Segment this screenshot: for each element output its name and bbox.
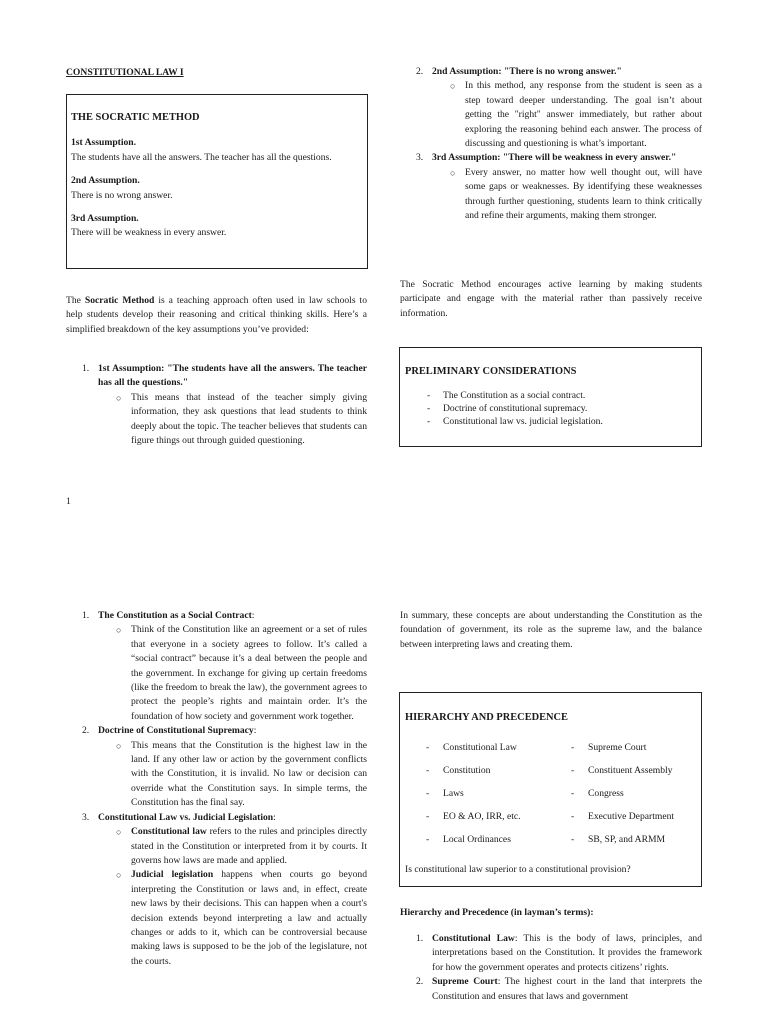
list-item-title: 2nd Assumption: "There is no wrong answer." xyxy=(432,66,622,77)
list-sub-bullet xyxy=(400,166,702,224)
list-item: - Doctrine of constitutional supremacy. xyxy=(427,403,588,415)
list-item-term: Supreme Court xyxy=(432,976,498,988)
summary-paragraph: In summary, these concepts are about understanding the Constitution as the foundation of government, its role as the supreme law, and the balance between interpreting laws and creating them. xyxy=(400,610,702,650)
prelim-item-text: Constitutional law vs. judicial legislation. xyxy=(443,416,603,427)
sub-bullet-text: Think of the Constitution like an agreement or a set of rules that everyone in a society agrees to follow. It’s called a “social contract” because it’s a deal between the people and the government. In exchange for giving up certain freedoms (like the freedom to break the law), the government agrees to protect the people’s rights and maintain order. It’s the foundation of how society and government work together. xyxy=(131,624,367,722)
assumption-text: The students have all the answers. The teacher has all the questions. xyxy=(71,151,332,163)
socratic-box-title: THE SOCRATIC METHOD xyxy=(71,112,200,123)
sub-bullet-text: This means that the Constitution is the highest law in the land. If any other law or action by the government conflicts with the Constitution, it is invalid. No law or decision can override what the Constitution says. In simple terms, the Constitution has the final say. xyxy=(131,739,367,809)
list-sub-bullet xyxy=(66,391,367,449)
circle-bullet-icon: ○ xyxy=(450,167,456,178)
sub-bullet-text: Every answer, no matter how well thought out, will have some gaps or weaknesses. By identifying these weaknesses through further questioning, students learn to think critically and refine their arguments, making them stronger. xyxy=(465,166,702,222)
list-sub-bullet xyxy=(400,79,702,151)
prelim-item-text: The Constitution as a social contract. xyxy=(443,390,586,402)
title-colon: : xyxy=(251,610,255,621)
list-item xyxy=(66,609,367,623)
list-item-title: Constitutional Law vs. Judicial Legislation xyxy=(98,811,274,823)
intro-text-end: is a teaching approach often used in law schools to help students develop their reasoning and critical thinking skills. Here’s a simplified breakdown of the key assumptions you’ve provided: xyxy=(66,295,367,335)
socratic-conclusion: The Socratic Method encourages active learning by making students participate and engage with the material rather than passively receive information. xyxy=(400,279,702,319)
concepts-list xyxy=(66,609,367,969)
layman-heading: Hierarchy and Precedence (in layman’s terms): xyxy=(400,907,594,918)
circle-bullet-icon: ○ xyxy=(450,81,456,92)
list-item xyxy=(400,65,702,79)
list-sub-bullet xyxy=(66,825,367,868)
prelim-box-title: PRELIMINARY CONSIDERATIONS xyxy=(405,366,577,377)
title-colon: : xyxy=(273,811,276,823)
page-number: 1 xyxy=(66,496,71,507)
list-item-title: Doctrine of Constitutional Supremacy xyxy=(98,725,254,737)
list-item-title: 3rd Assumption: "There will be weakness in every answer." xyxy=(432,152,677,164)
title-colon: : xyxy=(253,725,257,737)
assumption-3-block xyxy=(71,212,363,241)
circle-bullet-icon: ○ xyxy=(116,625,122,636)
list-number: 3. xyxy=(82,811,90,823)
prelim-item-text: Doctrine of constitutional supremacy. xyxy=(443,403,588,415)
assumption-heading: 1st Assumption. xyxy=(71,137,137,149)
list-item-title: 1st Assumption: "The students have all the answers. The teacher has all the questions." xyxy=(98,363,367,389)
list-number: 1. xyxy=(82,363,90,374)
sub-bullet-term: Constitutional law xyxy=(131,826,207,838)
list-number: 2. xyxy=(416,976,424,988)
list-number: 3. xyxy=(416,152,424,164)
list-item xyxy=(400,932,702,975)
list-item-title: The Constitution as a Social Contract xyxy=(98,610,252,621)
prelim-list xyxy=(405,390,696,428)
course-title: CONSTITUTIONAL LAW I xyxy=(66,67,184,78)
hierarchy-precedence-box: HIERARCHY AND PRECEDENCE - Constitutional Law - Constitution - Laws - EO & AO, IRR, etc. - Local Ordinances - Supreme Court - Constituent Assembly - Congress - Executive Department - SB, SP, and ARMM Is constitutional law superior to a constitutional provision? xyxy=(399,692,702,887)
assumption-2-block xyxy=(71,174,363,203)
intro-paragraph xyxy=(66,294,367,337)
assumption-list-2 xyxy=(400,65,702,223)
list-item xyxy=(400,151,702,165)
intro-term: Socratic Method xyxy=(84,295,155,306)
intro-text-start: The xyxy=(66,295,85,306)
sub-bullet-text: refers to the rules and principles directly stated in the Constitution or interpreted from it by courts. It governs how laws are made and applied. xyxy=(131,826,367,866)
sub-bullet-text: happens when courts go beyond interpreting the Constitution or laws and, in effect, create new laws by their decisions. This can happen when a court's decision extends beyond interpreting a law and actually changes or adds to it, which can be controversial because making laws is supposed to be the job of the legislature, not the courts. xyxy=(131,869,367,967)
list-number: 2. xyxy=(416,66,424,77)
list-item: - The Constitution as a social contract. xyxy=(427,390,586,402)
circle-bullet-icon: ○ xyxy=(116,392,122,403)
list-item-text: : This is the body of laws, principles, and interpretations based on the Constitution. It provides the framework for how the government operates and protects citizens’ rights. xyxy=(432,933,702,973)
assumption-text: There is no wrong answer. xyxy=(71,189,173,201)
preliminary-considerations-box xyxy=(399,347,702,447)
list-item: - Constitutional law vs. judicial legislation. xyxy=(427,416,603,427)
circle-bullet-icon: ○ xyxy=(116,870,122,881)
circle-bullet-icon: ○ xyxy=(116,740,122,751)
assumption-1-block xyxy=(71,136,363,165)
circle-bullet-icon: ○ xyxy=(116,827,122,838)
list-number: 1. xyxy=(82,610,90,621)
list-number: 2. xyxy=(82,725,90,737)
list-item xyxy=(66,811,367,825)
socratic-method-box xyxy=(66,94,368,269)
list-item xyxy=(66,362,367,391)
list-sub-bullet xyxy=(66,739,367,811)
list-sub-bullet xyxy=(66,623,367,724)
assumption-list-1 xyxy=(66,362,367,448)
layman-list xyxy=(400,932,702,1004)
sub-bullet-text: This means that instead of the teacher simply giving information, they ask questions that lead students to think deeply about the topic. The teacher believes that students can figure things out through guided questioning. xyxy=(131,391,367,447)
assumption-text: There will be weakness in every answer. xyxy=(71,227,227,239)
list-sub-bullet xyxy=(66,868,367,969)
list-item-term: Constitutional Law xyxy=(432,933,515,944)
list-item-text: : The highest court in the land that interprets the Constitution and ensures that laws and government xyxy=(432,976,702,1002)
hierarchy-question: Is constitutional law superior to a constitutional provision? xyxy=(405,864,631,875)
list-item xyxy=(400,975,702,1004)
sub-bullet-term: Judicial legislation xyxy=(131,869,214,881)
list-number: 1. xyxy=(416,933,424,944)
assumption-heading: 3rd Assumption. xyxy=(71,213,139,225)
list-item xyxy=(66,724,367,738)
assumption-heading: 2nd Assumption. xyxy=(71,175,140,187)
sub-bullet-text: In this method, any response from the student is seen as a step toward deeper understanding. The goal isn’t about getting the "right" answer immediately, but rather about exploring the reasoning behind each answer. The process of discussing and questioning is what’s important. xyxy=(465,80,702,150)
hierarchy-box-title: HIERARCHY AND PRECEDENCE xyxy=(405,712,568,723)
